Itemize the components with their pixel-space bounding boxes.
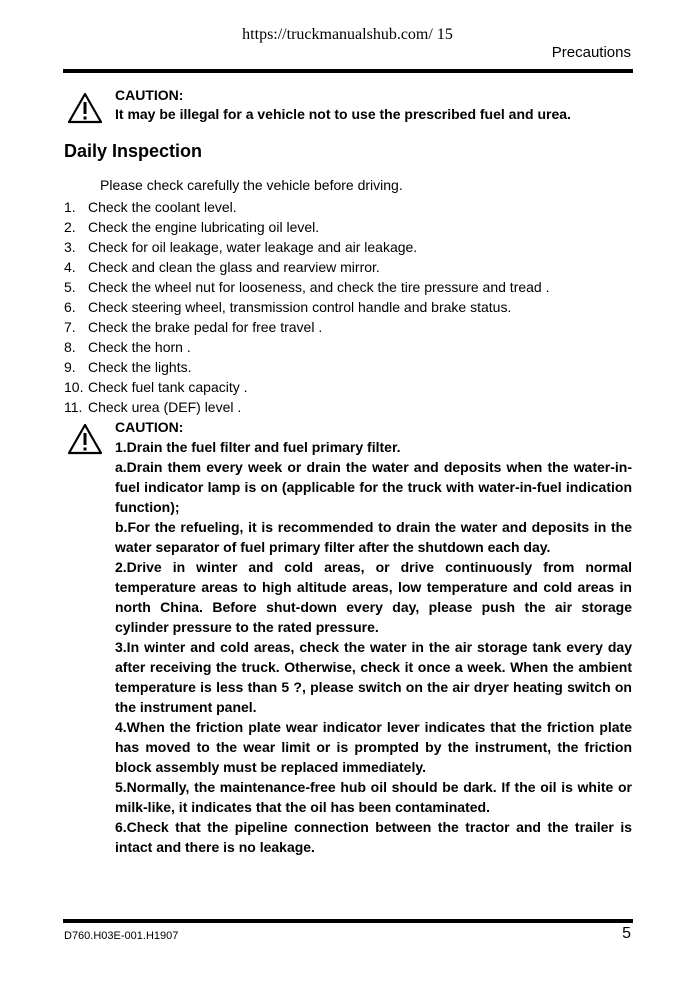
caution-label: CAUTION: <box>115 87 184 103</box>
item-text: Check the wheel nut for looseness, and check the tire pressure and tread . <box>88 279 550 295</box>
item-text: Check for oil leakage, water leakage and air leakage. <box>88 239 418 255</box>
item-text: Check fuel tank capacity . <box>88 379 248 395</box>
list-item <box>64 337 644 357</box>
footer-rule <box>63 919 633 923</box>
item-text: Check urea (DEF) level . <box>88 399 242 415</box>
caution-paragraph: 4.When the friction plate wear indicator lever indicates that the friction plate has moved to the wear limit or is prompted by the instrument, the friction block assembly must be replaced immediately. <box>115 719 632 775</box>
caution-bottom <box>115 417 632 857</box>
item-text: Check the lights. <box>88 359 192 375</box>
daily-checklist <box>64 197 644 417</box>
item-number: 5. <box>64 279 76 295</box>
item-text: Check and clean the glass and rearview mirror. <box>88 259 380 275</box>
list-item <box>64 357 644 377</box>
item-number: 7. <box>64 319 76 335</box>
list-item <box>64 277 644 297</box>
list-item <box>64 397 644 417</box>
caution-paragraph: 6.Check that the pipeline connection between the tractor and the trailer is intact and there is no leakage. <box>115 819 632 855</box>
item-text: Check the brake pedal for free travel . <box>88 319 323 335</box>
caution-top <box>115 86 635 124</box>
item-number: 1. <box>64 199 76 215</box>
list-item <box>64 237 644 257</box>
document-code: D760.H03E-001.H1907 <box>64 930 179 942</box>
caution-text: It may be illegal for a vehicle not to use the prescribed fuel and urea. <box>115 106 571 122</box>
caution-paragraph: 5.Normally, the maintenance-free hub oil should be dark. If the oil is white or milk-like, it indicates that the oil has been contaminated. <box>115 779 632 815</box>
item-text: Check the engine lubricating oil level. <box>88 219 320 235</box>
item-text: Check the horn . <box>88 339 191 355</box>
page-number: 5 <box>622 925 631 942</box>
caution-paragraph: 2.Drive in winter and cold areas, or drive continuously from normal temperature areas to high altitude areas, low temperature and cold areas in north China. Before shut-down every day, please push the air storage cylinder pressure to the rated pressure. <box>115 559 632 635</box>
list-item <box>64 197 644 217</box>
item-number: 4. <box>64 259 76 275</box>
item-number: 6. <box>64 299 76 315</box>
section-title: Precautions <box>551 44 631 61</box>
item-number: 11. <box>64 399 83 415</box>
warning-icon <box>67 92 103 124</box>
caution-paragraph: a.Drain them every week or drain the water and deposits when the water-in-fuel indicator lamp is on (applicable for the truck with water-in-fuel indication function); <box>115 459 632 515</box>
item-number: 2. <box>64 219 76 235</box>
caution-label: CAUTION: <box>115 419 184 435</box>
item-number: 3. <box>64 239 76 255</box>
caution-paragraph: 1.Drain the fuel filter and fuel primary filter. <box>115 439 401 455</box>
caution-paragraph: 3.In winter and cold areas, check the water in the air storage tank every day after receiving the truck. Otherwise, check it once a week. When the ambient temperature is less than 5 ?, please switch on the air dryer heating switch on the instrument panel. <box>115 639 632 715</box>
source-url: https://truckmanualshub.com/ 15 <box>242 26 453 43</box>
item-text: Check steering wheel, transmission control handle and brake status. <box>88 299 512 315</box>
item-text: Check the coolant level. <box>88 199 237 215</box>
list-item <box>64 257 644 277</box>
item-number: 10. <box>64 379 84 395</box>
caution-paragraph: b.For the refueling, it is recommended to drain the water and deposits in the water separator of fuel primary filter after the shutdown each day. <box>115 519 632 555</box>
list-item <box>64 317 644 337</box>
item-number: 9. <box>64 359 76 375</box>
list-item <box>64 377 644 397</box>
daily-intro: Please check carefully the vehicle before driving. <box>100 177 403 193</box>
warning-icon <box>67 423 103 455</box>
list-item <box>64 217 644 237</box>
header-rule <box>63 69 633 73</box>
list-item <box>64 297 644 317</box>
item-number: 8. <box>64 339 76 355</box>
daily-inspection-heading: Daily Inspection <box>64 141 203 161</box>
